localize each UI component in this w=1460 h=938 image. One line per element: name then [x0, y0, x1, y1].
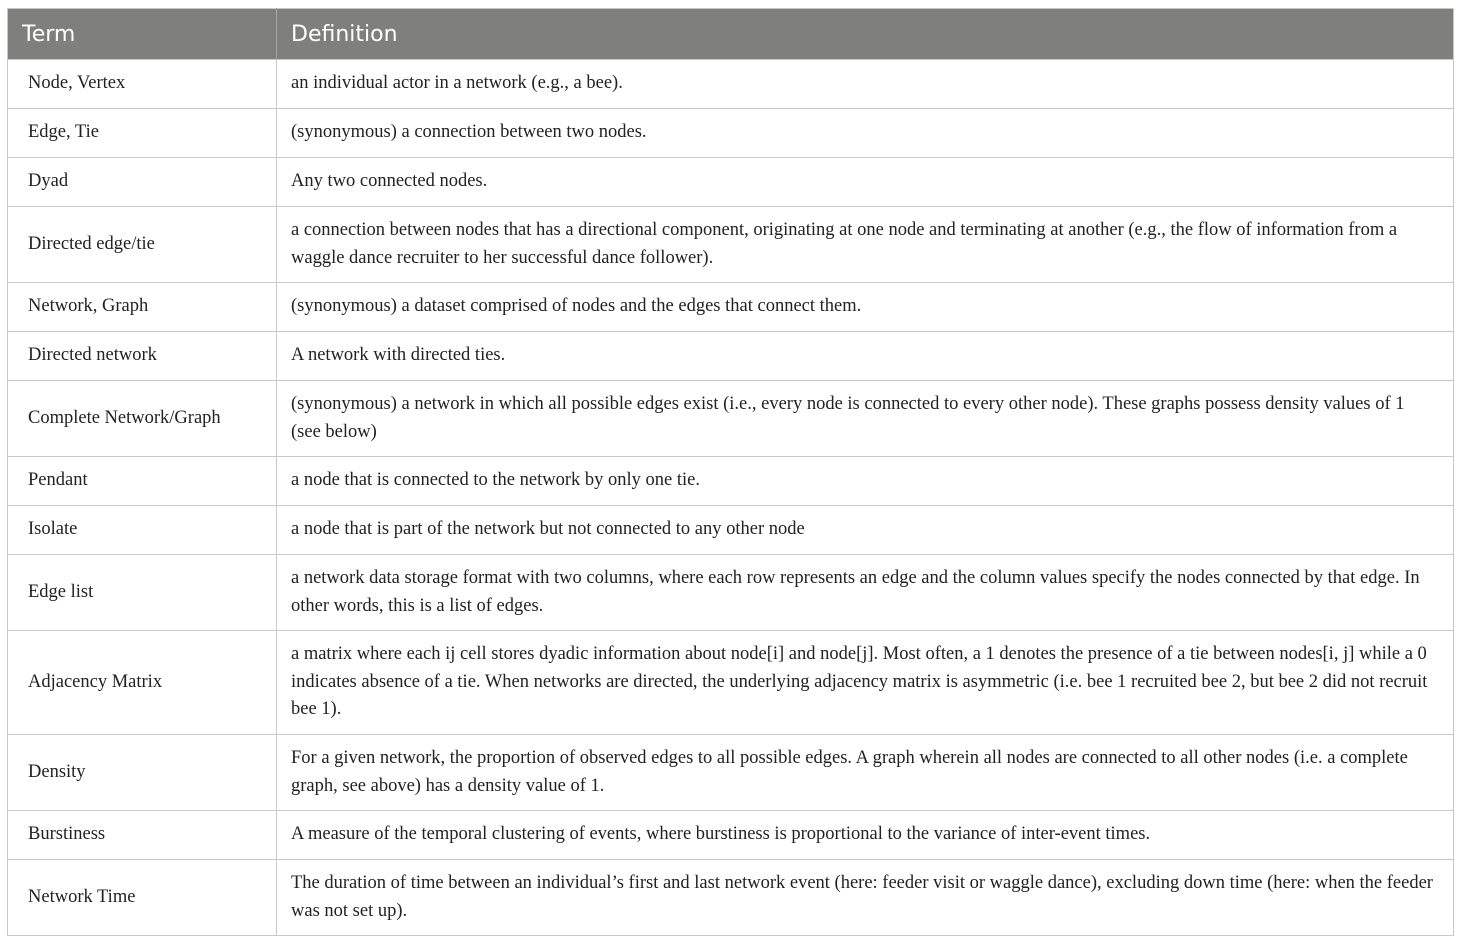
glossary-table [7, 8, 1454, 936]
table-row [8, 332, 1454, 381]
definition-cell: a connection between nodes that has a directional component, originating at one node and terminating at another (e.g., the flow of information from a waggle dance recruiter to her successful dance follower). [277, 207, 1454, 283]
glossary-table-container [7, 8, 1453, 936]
table-row [8, 109, 1454, 158]
table-row [8, 735, 1454, 811]
table-header [8, 9, 1454, 60]
table-row [8, 506, 1454, 555]
term-cell: Network, Graph [8, 283, 277, 332]
term-cell: Node, Vertex [8, 60, 277, 109]
term-cell: Pendant [8, 457, 277, 506]
definition-cell: (synonymous) a network in which all possible edges exist (i.e., every node is connected to every other node). These graphs possess density values of 1 (see below) [277, 381, 1454, 457]
definition-cell: (synonymous) a dataset comprised of nodes and the edges that connect them. [277, 283, 1454, 332]
term-cell: Burstiness [8, 811, 277, 860]
table-row [8, 860, 1454, 936]
term-cell: Directed network [8, 332, 277, 381]
column-header-definition: Definition [277, 9, 1454, 60]
definition-cell: a node that is connected to the network by only one tie. [277, 457, 1454, 506]
definition-cell: an individual actor in a network (e.g., a bee). [277, 60, 1454, 109]
table-row [8, 60, 1454, 109]
table-row [8, 811, 1454, 860]
table-body [8, 60, 1454, 936]
term-cell: Adjacency Matrix [8, 631, 277, 735]
definition-cell: (synonymous) a connection between two nodes. [277, 109, 1454, 158]
term-cell: Isolate [8, 506, 277, 555]
definition-cell: The duration of time between an individual’s first and last network event (here: feeder visit or waggle dance), excluding down time (here: when the feeder was not set up). [277, 860, 1454, 936]
table-row [8, 631, 1454, 735]
table-row [8, 555, 1454, 631]
definition-cell: A measure of the temporal clustering of events, where burstiness is proportional to the variance of inter-event times. [277, 811, 1454, 860]
column-header-term: Term [8, 9, 277, 60]
term-cell: Complete Network/Graph [8, 381, 277, 457]
table-row [8, 207, 1454, 283]
term-cell: Directed edge/tie [8, 207, 277, 283]
term-cell: Edge list [8, 555, 277, 631]
term-cell: Density [8, 735, 277, 811]
table-row [8, 457, 1454, 506]
definition-cell: Any two connected nodes. [277, 158, 1454, 207]
table-row [8, 381, 1454, 457]
table-row [8, 283, 1454, 332]
header-row [8, 9, 1454, 60]
definition-cell: For a given network, the proportion of observed edges to all possible edges. A graph wherein all nodes are connected to all other nodes (i.e. a complete graph, see above) has a density value of 1. [277, 735, 1454, 811]
term-cell: Dyad [8, 158, 277, 207]
term-cell: Edge, Tie [8, 109, 277, 158]
definition-cell: A network with directed ties. [277, 332, 1454, 381]
definition-cell: a matrix where each ij cell stores dyadic information about node[i] and node[j]. Most often, a 1 denotes the presence of a tie between nodes[i, j] while a 0 indicates absence of a tie. When networks are directed, the underlying adjacency matrix is asymmetric (i.e. bee 1 recruited bee 2, but bee 2 did not recruit bee 1). [277, 631, 1454, 735]
table-row [8, 158, 1454, 207]
definition-cell: a node that is part of the network but not connected to any other node [277, 506, 1454, 555]
term-cell: Network Time [8, 860, 277, 936]
definition-cell: a network data storage format with two columns, where each row represents an edge and the column values specify the nodes connected by that edge. In other words, this is a list of edges. [277, 555, 1454, 631]
